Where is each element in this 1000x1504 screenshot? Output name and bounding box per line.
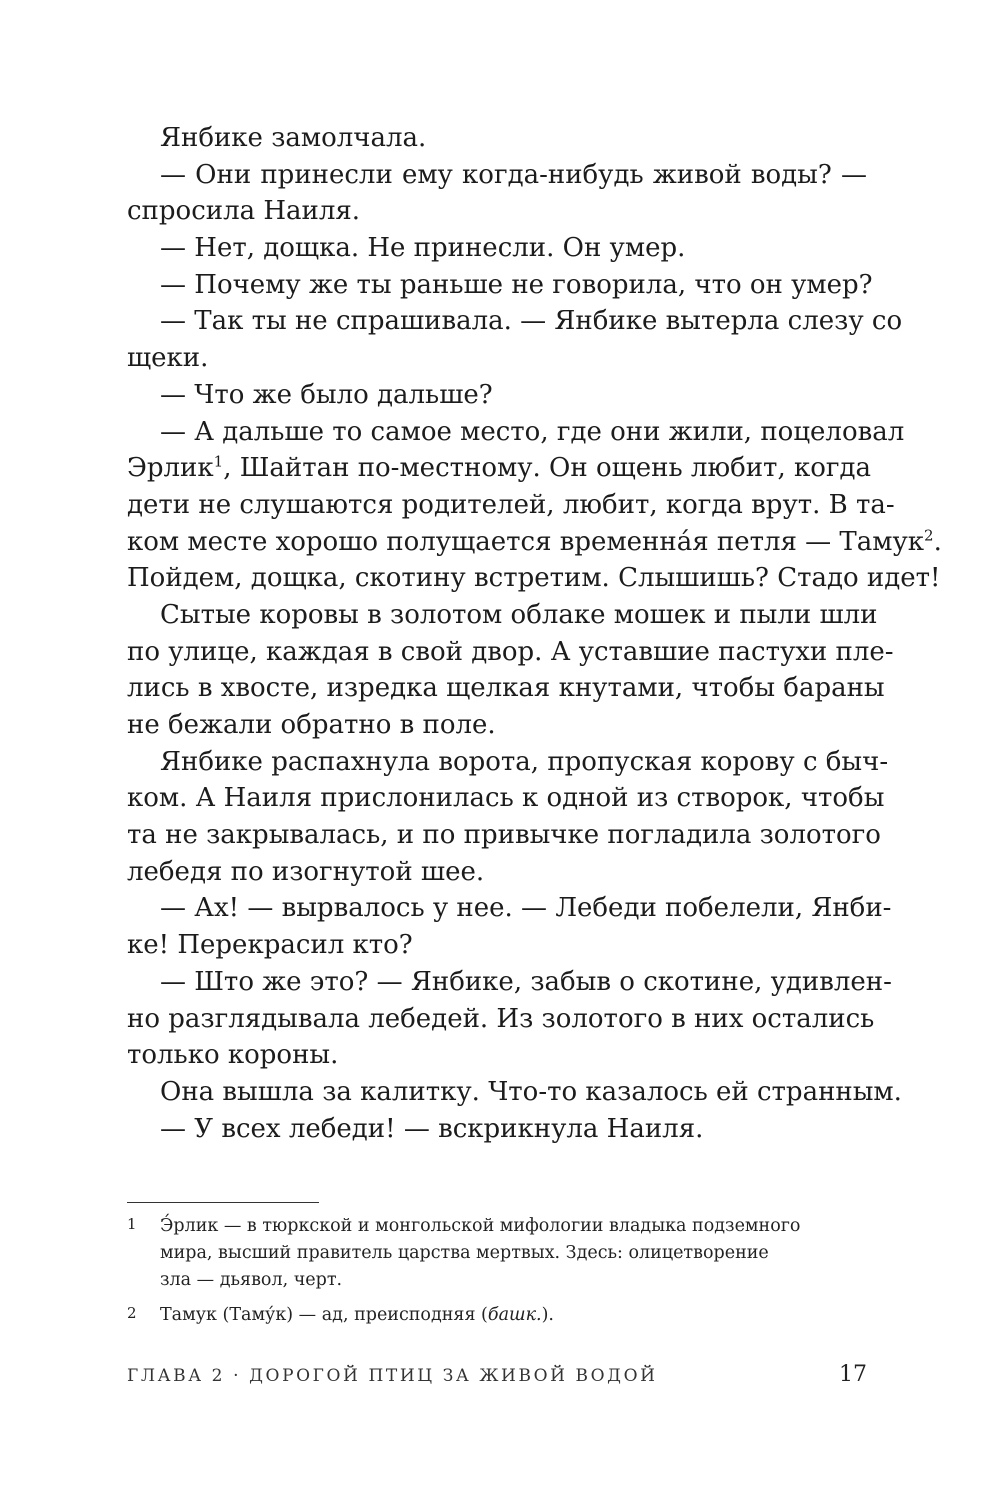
footnote-text — [160, 1213, 867, 1294]
text-line: Сытые коровы в золотом облаке мошек и пыли шли — [160, 599, 878, 630]
text-fragment: , Шайтан по-местному. Он ощень любит, когда — [223, 453, 872, 484]
text-fragment: ком месте хорошо полущается временна́я петля — Тамук — [127, 526, 925, 557]
footnote-tail: ). — [541, 1305, 554, 1325]
text-line: Пойдем, дощка, скотину встретим. Слышишь? Стадо идет! — [127, 563, 941, 594]
footnote-ref-1[interactable]: 1 — [213, 452, 224, 471]
text-fragment: . — [933, 526, 942, 557]
text-line: — А дальше то самое место, где они жили, поцеловал — [160, 416, 905, 447]
text-line: ком. А Наиля прислонилась к одной из створок, чтобы — [127, 783, 885, 814]
text-line: ке! Перекрасил кто? — [127, 930, 413, 961]
footnote-ref-2[interactable]: 2 — [924, 525, 934, 544]
page-number: 17 — [839, 1362, 867, 1387]
text-line: Янбике распахнула ворота, пропуская корову с быч- — [160, 746, 889, 777]
text-fragment: Эрлик — [127, 453, 214, 484]
footnote-line: Э́рлик — в тюркской и монгольской мифологии владыка подземного — [160, 1216, 801, 1236]
text-line: — Почему же ты раньше не говорила, что он умер? — [160, 269, 873, 300]
footnote-abbreviation: башк. — [487, 1305, 542, 1325]
footnote-text — [160, 1302, 867, 1329]
footnote-line: Тамук (Таму́к) — ад, преисподняя ( — [160, 1305, 488, 1325]
page-footer — [127, 1362, 867, 1387]
text-line: но разглядывала лебедей. Из золотого в них остались — [127, 1003, 875, 1034]
text-line: спросила Наиля. — [127, 196, 361, 227]
text-line: только короны. — [127, 1040, 339, 1071]
footnote-line: зла — дьявол, черт. — [160, 1270, 343, 1290]
footnote-divider — [127, 1202, 319, 1203]
footnote-line: мира, высший правитель царства мертвых. Здесь: олицетворение — [160, 1243, 769, 1263]
text-line: — Нет, дощка. Не принесли. Он умер. — [160, 233, 686, 264]
text-line: дети не слушаются родителей, любит, когда врут. В та- — [127, 489, 895, 520]
text-line: по улице, каждая в свой двор. А уставшие пастухи пле- — [127, 636, 894, 667]
text-line: — Што же это? — Янбике, забыв о скотине, удивлен- — [160, 966, 892, 997]
footnote-number: 2 — [127, 1304, 137, 1322]
text-line: — Ах! — вырвалось у нее. — Лебеди побелели, Янби- — [160, 893, 892, 924]
footnote-2 — [127, 1302, 867, 1329]
text-line: — Так ты не спрашивала. — Янбике вытерла слезу со — [160, 306, 903, 337]
text-line: — Что же было дальше? — [160, 379, 493, 410]
text-line: Она вышла за калитку. Что-то казалось ей странным. — [160, 1076, 902, 1107]
body-text — [127, 120, 942, 1147]
text-line — [127, 450, 872, 487]
footnote-number: 1 — [127, 1215, 137, 1233]
text-line: не бежали обратно в поле. — [127, 710, 496, 740]
text-line: — У всех лебеди! — вскрикнула Наиля. — [160, 1113, 704, 1144]
running-title: ГЛАВА 2 · ДОРОГОЙ ПТИЦ ЗА ЖИВОЙ ВОДОЙ — [127, 1366, 658, 1386]
text-line: лись в хвосте, изредка щелкая кнутами, чтобы бараны — [127, 673, 885, 704]
text-line: щеки. — [127, 343, 209, 374]
text-line: — Они принесли ему когда-нибудь живой воды? — — [160, 159, 867, 190]
text-line: Янбике замолчала. — [160, 123, 427, 153]
text-line: та не закрывалась, и по привычке погладила золотого — [127, 820, 881, 851]
text-line — [127, 524, 942, 561]
footnote-1 — [127, 1213, 867, 1294]
text-line: лебедя по изогнутой шее. — [127, 856, 485, 887]
